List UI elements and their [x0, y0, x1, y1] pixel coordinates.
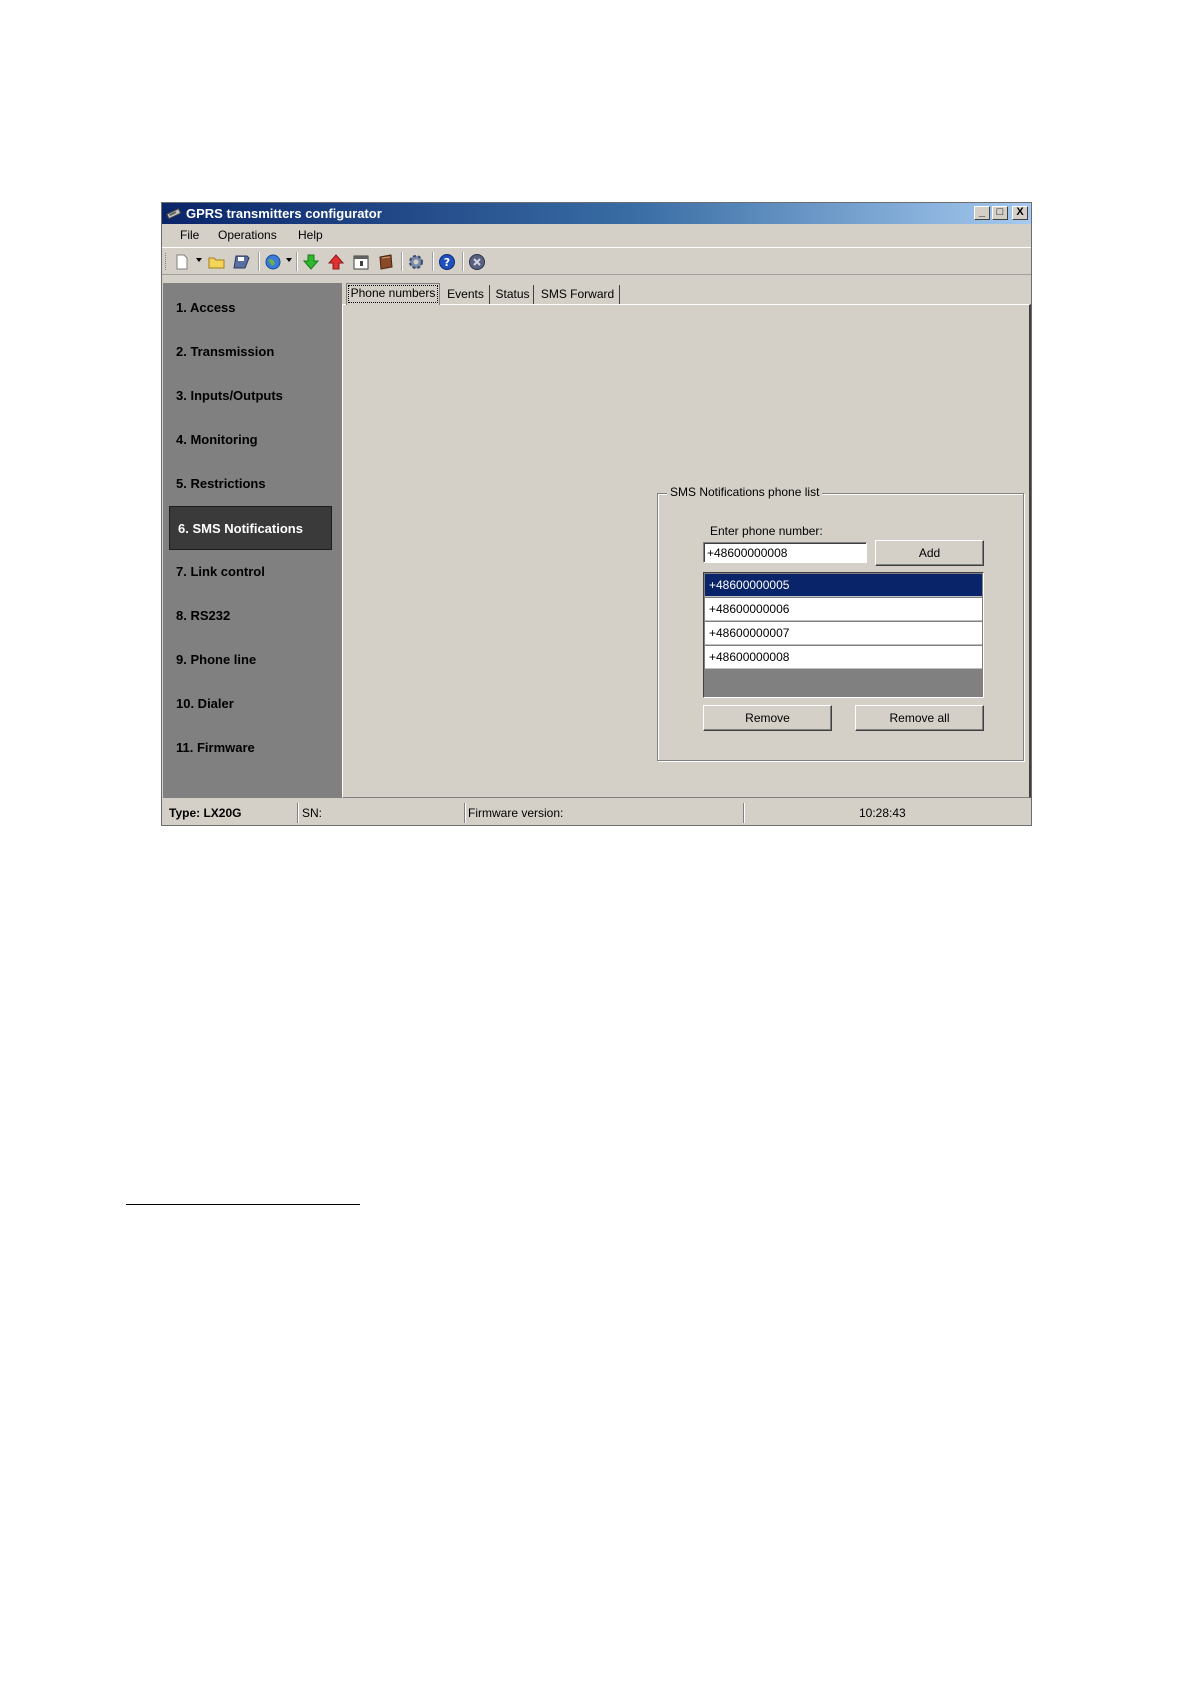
- toolbar: [162, 247, 1031, 275]
- new-dropdown-icon[interactable]: [196, 258, 202, 262]
- remove-button[interactable]: Remove: [703, 705, 832, 731]
- sidebar-item-rs232[interactable]: 8. RS232: [176, 608, 231, 623]
- book-icon[interactable]: [376, 252, 396, 272]
- menu-help[interactable]: Help: [298, 228, 323, 242]
- phone-field-label: Enter phone number:: [710, 524, 823, 538]
- list-item[interactable]: +48600000006: [705, 598, 982, 621]
- exit-icon[interactable]: [467, 252, 487, 272]
- calendar-icon[interactable]: [351, 252, 371, 272]
- help-icon[interactable]: [437, 252, 457, 272]
- settings-gear-icon[interactable]: [406, 252, 426, 272]
- sidebar-item-firmware[interactable]: 11. Firmware: [176, 740, 255, 755]
- add-button[interactable]: Add: [875, 540, 984, 566]
- list-item[interactable]: +48600000007: [705, 622, 982, 645]
- remove-all-button[interactable]: Remove all: [855, 705, 984, 731]
- status-time: 10:28:43: [859, 806, 906, 820]
- sidebar-item-phone-line[interactable]: 9. Phone line: [176, 652, 257, 667]
- open-folder-icon[interactable]: [207, 252, 227, 272]
- sidebar-item-monitoring[interactable]: 4. Monitoring: [176, 432, 258, 447]
- connect-globe-icon[interactable]: [263, 252, 283, 272]
- svg-text:?: ?: [443, 256, 451, 269]
- window-title: GPRS transmitters configurator: [186, 206, 382, 221]
- list-item[interactable]: +48600000008: [705, 646, 982, 669]
- app-icon: [166, 206, 182, 220]
- menu-bar: [162, 224, 1031, 247]
- download-arrow-icon[interactable]: [301, 252, 321, 272]
- tab-sms-forward[interactable]: SMS Forward: [536, 285, 620, 305]
- close-button[interactable]: X: [1012, 206, 1028, 220]
- save-icon[interactable]: [232, 252, 252, 272]
- sidebar-item-dialer[interactable]: 10. Dialer: [176, 696, 234, 711]
- connect-dropdown-icon[interactable]: [286, 258, 292, 262]
- group-title: SMS Notifications phone list: [667, 485, 822, 499]
- maximize-button[interactable]: □: [992, 206, 1008, 220]
- app-window: [161, 202, 1032, 826]
- tab-content: [342, 304, 1031, 798]
- sms-phone-list-group: [657, 485, 1024, 761]
- tab-status[interactable]: Status: [492, 285, 534, 305]
- sidebar-item-sms-notifications[interactable]: 6. SMS Notifications: [169, 506, 332, 550]
- tab-events[interactable]: Events: [442, 285, 490, 305]
- footnote-separator: [126, 1204, 360, 1205]
- device-type: Type: LX20G: [169, 806, 242, 820]
- minimize-button[interactable]: _: [974, 206, 990, 220]
- list-item[interactable]: +48600000005: [705, 574, 982, 597]
- firmware-version: Firmware version:: [468, 806, 564, 820]
- upload-arrow-icon[interactable]: [326, 252, 346, 272]
- menu-file[interactable]: File: [180, 228, 200, 242]
- phone-number-input[interactable]: [703, 542, 867, 563]
- tab-phone-numbers[interactable]: Phone numbers: [346, 283, 440, 305]
- title-bar[interactable]: [162, 203, 1031, 224]
- phone-list[interactable]: [703, 572, 984, 698]
- sidebar-item-transmission[interactable]: 2. Transmission: [176, 344, 275, 359]
- sidebar-item-access[interactable]: 1. Access: [176, 300, 236, 315]
- status-bar: [162, 801, 1031, 825]
- menu-operations[interactable]: Operations: [218, 228, 277, 242]
- serial-number: SN:: [302, 806, 323, 820]
- sidebar-item-inputs-outputs[interactable]: 3. Inputs/Outputs: [176, 388, 283, 403]
- toolbar-grip[interactable]: [165, 253, 169, 270]
- sidebar-item-link-control[interactable]: 7. Link control: [176, 564, 265, 579]
- sidebar: [163, 283, 342, 798]
- sidebar-item-restrictions[interactable]: 5. Restrictions: [176, 476, 266, 491]
- new-icon[interactable]: [172, 252, 192, 272]
